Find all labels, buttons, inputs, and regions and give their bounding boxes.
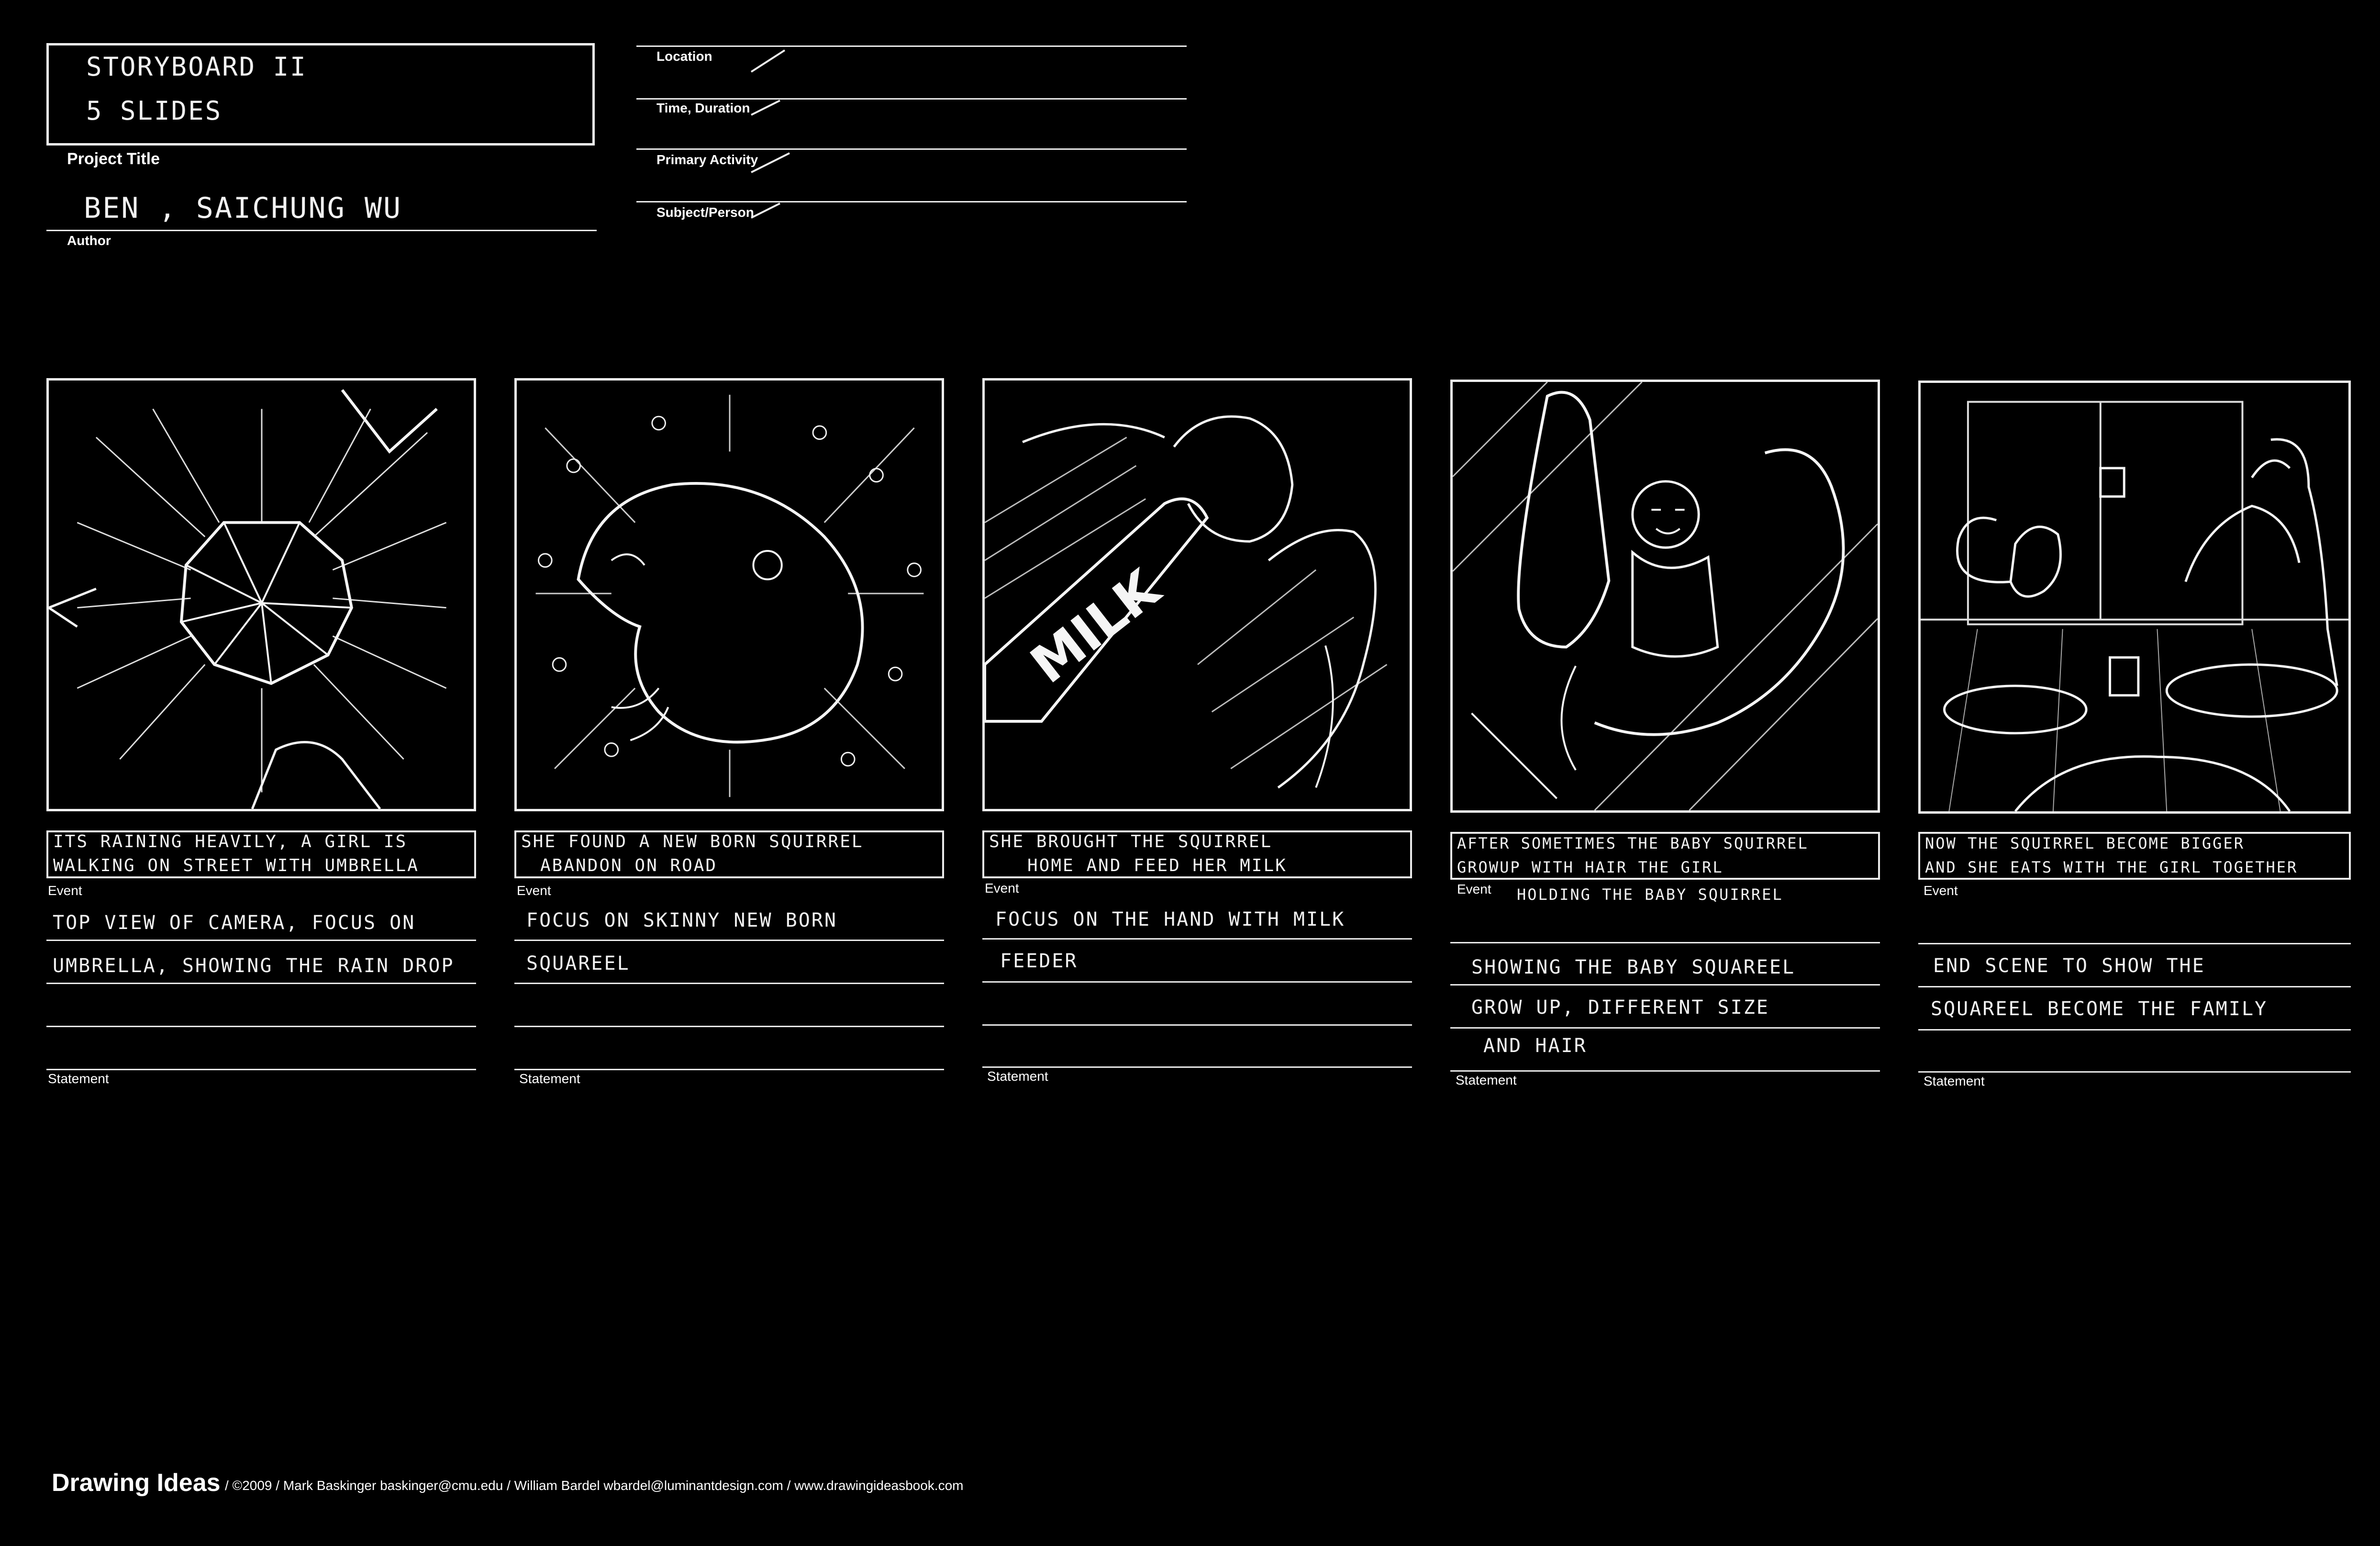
location-line	[636, 45, 1187, 47]
time-duration-line-top	[636, 98, 1187, 100]
frame3-statement-label: Statement	[987, 1069, 1048, 1084]
frame3-statement-line1: FOCUS ON THE HAND WITH MILK	[995, 908, 1346, 930]
frame4-statement-line3: AND HAIR	[1483, 1035, 1587, 1057]
frame2-event-label: Event	[517, 883, 551, 898]
frame5-event-box	[1918, 832, 2351, 880]
frame1-statement-label: Statement	[48, 1071, 109, 1086]
frame4-event-line2: GROWUP WITH HAIR THE GIRL	[1457, 858, 1724, 876]
footer-credits: / ©2009 / Mark Baskinger baskinger@cmu.edu / William Bardel wbardel@luminantdesign.com / www.drawingideasbook.com	[225, 1478, 964, 1493]
frame1-statement-line1: TOP VIEW OF CAMERA, FOCUS ON	[53, 912, 416, 934]
frame3-event-line2: HOME AND FEED HER MILK	[1027, 856, 1287, 875]
time-duration-label: Time, Duration	[656, 101, 750, 115]
frame5-rule4	[1918, 1071, 2351, 1073]
frame3-statement-line2: FEEDER	[1000, 950, 1078, 972]
frame3-event-label: Event	[985, 881, 1019, 896]
frame2-rule3	[514, 1026, 944, 1027]
author-label: Author	[67, 233, 111, 248]
frame2-rule4	[514, 1069, 944, 1070]
frame4-rule3	[1450, 1027, 1880, 1029]
squirrel-in-hand-icon	[1453, 382, 1878, 810]
frame4-sketch	[1450, 380, 1880, 813]
frame1-event-line1: ITS RAINING HEAVILY, A GIRL IS	[53, 832, 408, 851]
frame2-event-line2: ABANDON ON ROAD	[540, 856, 718, 875]
frame4-rule4	[1450, 1070, 1880, 1072]
frame5-sketch	[1918, 381, 2351, 814]
frame1-rule4	[46, 1069, 476, 1070]
frame5-event-label: Event	[1924, 883, 1958, 898]
newborn-squirrel-icon	[517, 381, 942, 809]
footer-brand: Drawing Ideas	[52, 1469, 221, 1497]
frame1-event-label: Event	[48, 883, 82, 898]
frame5-statement-line1: END SCENE TO SHOW THE	[1933, 955, 2205, 977]
frame2-event-box	[514, 830, 944, 878]
frame4-statement-line1: SHOWING THE BABY SQUAREEL	[1471, 956, 1796, 978]
frame3-sketch	[982, 378, 1412, 811]
frame4-statement-line2: GROW UP, DIFFERENT SIZE	[1471, 997, 1769, 1019]
frame3-event-box	[982, 830, 1412, 878]
frame2-statement-line2: SQUAREEL	[526, 952, 630, 975]
umbrella-rain-icon	[49, 381, 474, 809]
frame5-rule2	[1918, 986, 2351, 987]
frame3-milk-text: MILK	[1019, 558, 1171, 695]
location-label: Location	[656, 49, 712, 64]
author-value: BEN , SAICHUNG WU	[84, 191, 402, 225]
frame5-event-line2: AND SHE EATS WITH THE GIRL TOGETHER	[1925, 858, 2298, 876]
frame4-statement-label: Statement	[1456, 1073, 1517, 1087]
milk-bottle-hand-icon	[985, 381, 1410, 809]
frame1-event-box	[46, 830, 476, 878]
frame4-rule2	[1450, 984, 1880, 986]
frame2-sketch	[514, 378, 944, 811]
frame4-event-label: Event	[1457, 882, 1491, 896]
frame1-rule3	[46, 1026, 476, 1027]
frame1-rule2	[46, 983, 476, 984]
primary-activity-label: Primary Activity	[656, 152, 758, 167]
field-tick-marks	[746, 43, 804, 225]
frame2-statement-label: Statement	[519, 1071, 580, 1086]
frame3-rule1	[982, 938, 1412, 940]
subject-person-line-top	[636, 201, 1187, 202]
frame1-statement-line2: UMBRELLA, SHOWING THE RAIN DROP	[53, 955, 455, 977]
frame1-event-line2: WALKING ON STREET WITH UMBRELLA	[53, 856, 419, 875]
family-dinner-icon	[1921, 383, 2348, 811]
frame5-rule1	[1918, 943, 2351, 944]
frame4-event-line3: HOLDING THE BABY SQUIRREL	[1517, 885, 1783, 904]
primary-activity-line-top	[636, 148, 1187, 150]
frame3-rule3	[982, 1024, 1412, 1026]
frame4-event-box	[1450, 832, 1880, 880]
author-underline	[46, 230, 597, 231]
frame2-rule2	[514, 983, 944, 984]
frame3-rule2	[982, 981, 1412, 983]
frame5-statement-label: Statement	[1924, 1074, 1985, 1088]
frame4-event-line1: AFTER SOMETIMES THE BABY SQUIRREL	[1457, 834, 1809, 852]
frame2-event-line1: SHE FOUND A NEW BORN SQUIRREL	[521, 832, 864, 851]
subject-person-label: Subject/Person	[656, 205, 754, 220]
project-title-label: Project Title	[67, 150, 160, 168]
frame1-sketch	[46, 378, 476, 811]
frame1-rule1	[46, 940, 476, 941]
frame5-rule3	[1918, 1029, 2351, 1031]
project-title-line1: STORYBOARD II	[86, 52, 307, 82]
frame5-statement-line2: SQUAREEL BECOME THE FAMILY	[1931, 998, 2268, 1020]
frame3-event-line1: SHE BROUGHT THE SQUIRREL	[989, 832, 1273, 851]
frame2-rule1	[514, 940, 944, 941]
frame2-statement-line1: FOCUS ON SKINNY NEW BORN	[526, 909, 837, 931]
frame3-rule4	[982, 1066, 1412, 1068]
frame4-rule1	[1450, 942, 1880, 943]
frame5-event-line1: NOW THE SQUIRREL BECOME BIGGER	[1925, 834, 2245, 852]
project-title-line2: 5 SLIDES	[86, 96, 222, 126]
